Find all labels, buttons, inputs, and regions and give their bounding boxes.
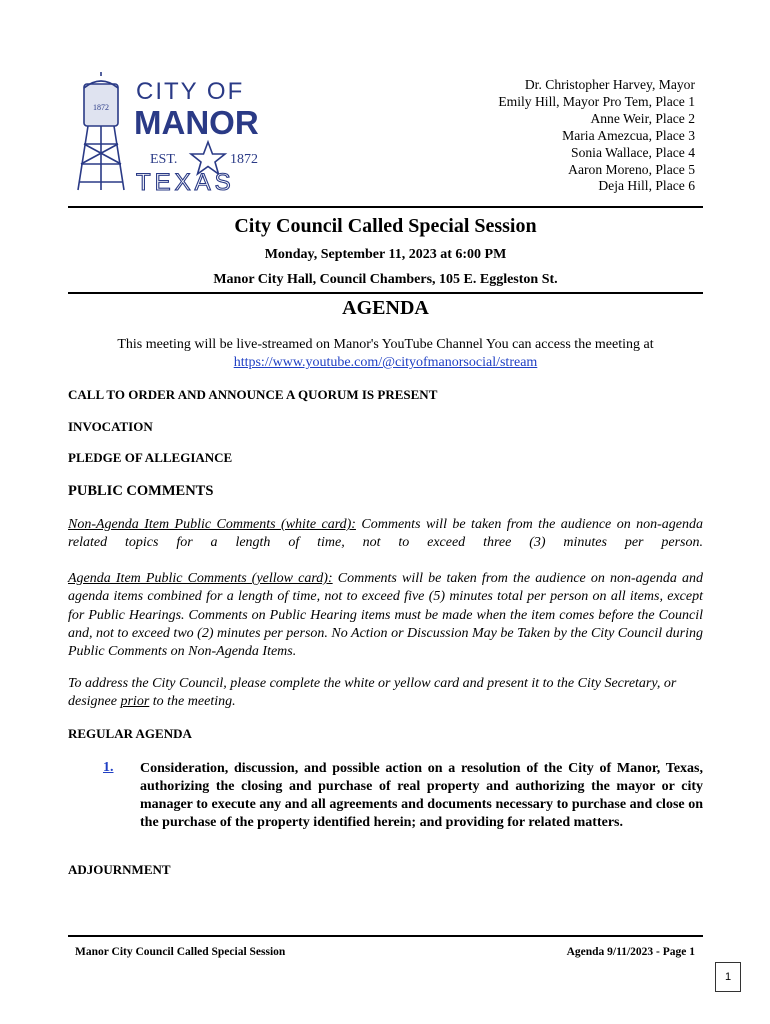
livestream-notice-text: This meeting will be live-streamed on Manor's YouTube Channel You can access the meeting at — [117, 337, 654, 352]
council-member: Deja Hill, Place 6 — [598, 178, 695, 194]
council-member: Emily Hill, Mayor Pro Tem, Place 1 — [498, 93, 695, 109]
tower-year: 1872 — [93, 103, 109, 112]
council-member: Anne Weir, Place 2 — [590, 110, 695, 126]
council-member: Sonia Wallace, Place 4 — [571, 144, 695, 160]
non-agenda-comments-label: Non-Agenda Item Public Comments (white card): — [68, 517, 356, 532]
public-comments-heading: PUBLIC COMMENTS — [68, 483, 214, 499]
agenda-comments-paragraph — [68, 570, 703, 661]
youtube-stream-link[interactable]: https://www.youtube.com/@cityofmanorsocial/stream — [233, 355, 538, 370]
council-member: Maria Amezcua, Place 3 — [562, 127, 695, 143]
council-members-list — [498, 77, 695, 195]
address-council-post: to the meeting. — [152, 694, 236, 710]
non-agenda-comments-text: Comments will be taken from the audience on non-agenda related topics for a length of time, not to exceed three (3) minutes per person. — [68, 517, 704, 551]
logo-texas: TEXAS — [136, 169, 235, 194]
pledge-heading: PLEDGE OF ALLEGIANCE — [68, 450, 233, 465]
invocation-heading: INVOCATION — [68, 419, 153, 434]
water-tower-icon — [78, 72, 124, 190]
livestream-notice — [68, 336, 703, 372]
agenda-comments-label: Agenda Item Public Comments (yellow card): — [68, 571, 333, 586]
footer-divider — [68, 935, 703, 937]
agenda-divider — [68, 292, 703, 294]
call-to-order-heading: CALL TO ORDER AND ANNOUNCE A QUORUM IS PRESENT — [68, 387, 438, 402]
page-number-box: 1 — [715, 962, 741, 992]
header-divider — [68, 206, 703, 208]
meeting-location: Manor City Hall, Council Chambers, 105 E. Eggleston St. — [213, 272, 558, 287]
agenda-item-1-link[interactable]: 1. — [103, 760, 114, 775]
footer-title: Manor City Council Called Special Session — [75, 946, 286, 958]
logo-est-label: EST. — [150, 152, 178, 167]
address-council-text: To address the City Council, please complete the white or yellow card and present it to the City Secretary, or designee — [68, 676, 677, 710]
city-of-manor-logo — [70, 72, 285, 194]
regular-agenda-heading: REGULAR AGENDA — [68, 726, 192, 741]
address-council-paragraph — [68, 675, 703, 712]
logo-manor: MANOR — [134, 104, 259, 141]
council-member: Aaron Moreno, Place 5 — [568, 161, 695, 177]
meeting-title: City Council Called Special Session — [234, 215, 537, 237]
logo-city-of: CITY OF — [136, 78, 245, 105]
agenda-item-1-text: Consideration, discussion, and possible action on a resolution of the City of Manor, Texas, authorizing the closing and purchase of real property and authorizing the mayor or city manager to execute any and all agreements and documents necessary to purchase and close on the purchase of the property identified herein; and providing for related matters. — [140, 761, 703, 830]
non-agenda-comments-paragraph — [68, 516, 703, 553]
footer-page-label: Agenda 9/11/2023 - Page 1 — [566, 946, 695, 958]
logo-est-year: 1872 — [230, 152, 258, 167]
agenda-heading: AGENDA — [342, 297, 429, 319]
address-council-prior: prior — [120, 694, 150, 710]
agenda-comments-text: Comments will be taken from the audience on non-agenda and agenda items combined for a length of time, not to exceed five (5) minutes total per person on all items, except for Public Hearings. Comments on Public Hearing items must be made when the item comes before the Council and, not to exceed two (2) minutes per person. No Action or Discussion May be Taken by the City Council during Public Comments on Non-Agenda Items. — [68, 571, 704, 660]
meeting-date: Monday, September 11, 2023 at 6:00 PM — [264, 247, 507, 262]
adjournment-heading: ADJOURNMENT — [68, 862, 171, 877]
council-member: Dr. Christopher Harvey, Mayor — [524, 77, 695, 92]
